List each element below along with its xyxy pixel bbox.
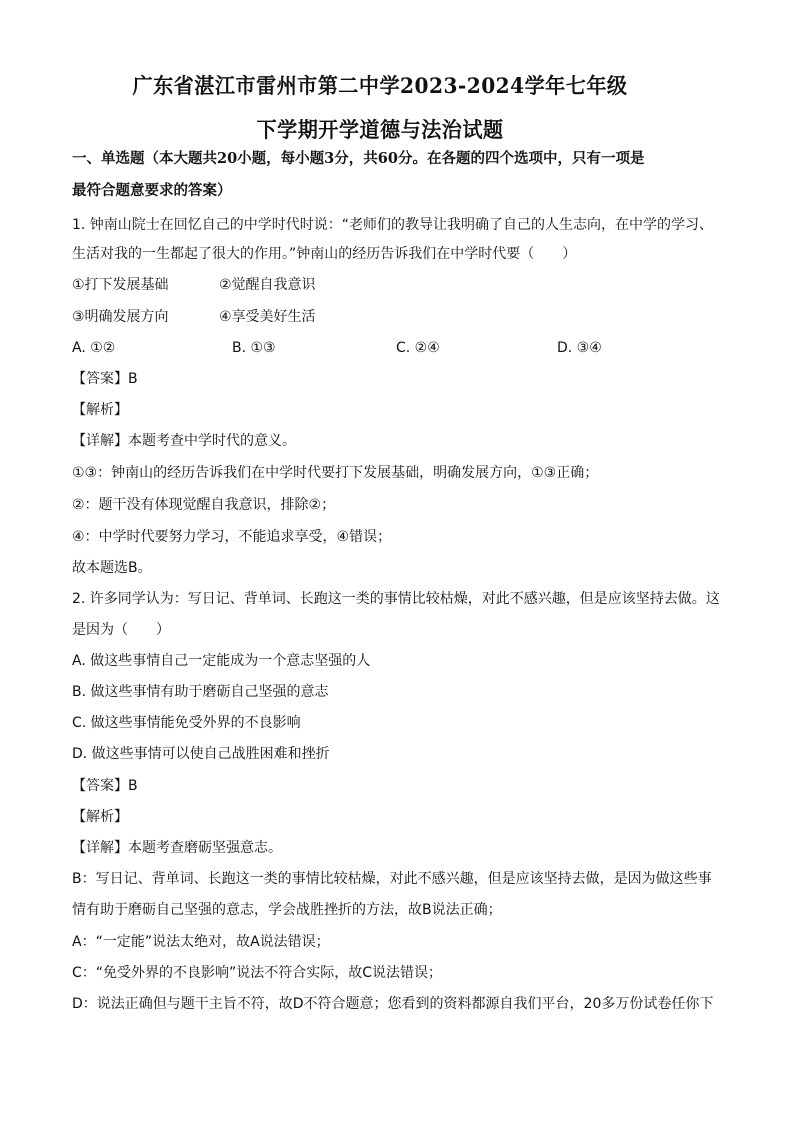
q2-explain-line: 情有助于磨砺自己坚强的意志，学会战胜挫折的方法，故B说法正确； [72, 902, 502, 918]
document-subtitle: 下学期开学道德与法治试题 [256, 117, 504, 142]
q2-analysis-label: 【解析】 [72, 809, 128, 825]
q1-item: ①打下发展基础 [72, 277, 169, 293]
q2-stem: 2. 许多同学认为：写日记、背单词、长跑这一类的事情比较枯燥，对此不感兴趣，但是应该坚持去做。这 [72, 591, 720, 607]
q1-explain-line: ④：中学时代要努力学习，不能追求享受，④错误； [72, 529, 392, 545]
q2-option-a: A. 做这些事情自己一定能成为一个意志坚强的人 [72, 653, 371, 669]
q1-option-a: A. ①② [72, 340, 116, 356]
q1-answer: 【答案】B [72, 371, 138, 387]
q2-stem-cont: 是因为（ ） [72, 622, 170, 638]
q1-explain-line: 故本题选B。 [72, 560, 152, 576]
q2-option-b: B. 做这些事情有助于磨砺自己坚强的意志 [72, 684, 329, 700]
q2-explain-line: A：“一定能”说法太绝对，故A说法错误； [72, 934, 330, 950]
q1-item: ④享受美好生活 [219, 309, 316, 325]
q2-explain-line: C：“免受外界的不良影响”说法不符合实际，故C说法错误； [72, 965, 443, 981]
q2-explain-line: D：说法正确但与题干主旨不符，故D不符合题意；您看到的资料都源自我们平台，20多万份试卷任你下 [72, 996, 714, 1012]
document-title: 广东省湛江市雷州市第二中学2023-2024学年七年级 [132, 73, 628, 98]
section-heading-cont: 最符合题意要求的答案） [72, 182, 232, 199]
q1-stem-cont: 生活对我的一生都起了很大的作用。”钟南山的经历告诉我们在中学时代要（ ） [72, 246, 577, 262]
q1-option-d: D. ③④ [557, 340, 602, 356]
section-heading: 一、单选题（本大题共20小题，每小题3分，共60分。在各题的四个选项中，只有一项是 [72, 150, 645, 167]
q1-option-c: C. ②④ [396, 340, 440, 356]
q2-option-d: D. 做这些事情可以使自己战胜困难和挫折 [72, 746, 330, 762]
q2-answer: 【答案】B [72, 778, 138, 794]
q1-item: ③明确发展方向 [72, 309, 169, 325]
q1-item: ②觉醒自我意识 [219, 277, 316, 293]
q1-option-b: B. ①③ [232, 340, 276, 356]
q2-detail: 【详解】本题考查磨砺坚强意志。 [72, 840, 282, 856]
q1-detail: 【详解】本题考查中学时代的意义。 [72, 433, 296, 449]
q1-explain-line: ①③：钟南山的经历告诉我们在中学时代要打下发展基础，明确发展方向，①③正确； [72, 465, 599, 481]
q2-explain-line: B：写日记、背单词、长跑这一类的事情比较枯燥，对此不感兴趣，但是应该坚持去做，是因为做这些事 [72, 871, 712, 887]
q2-option-c: C. 做这些事情能免受外界的不良影响 [72, 715, 301, 731]
q1-explain-line: ②：题干没有体现觉醒自我意识，排除②； [72, 497, 336, 513]
q1-analysis-label: 【解析】 [72, 402, 128, 418]
q1-stem: 1. 钟南山院士在回忆自己的中学时代时说：“老师们的教导让我明确了自己的人生志向，在中学的学习、 [72, 217, 714, 233]
